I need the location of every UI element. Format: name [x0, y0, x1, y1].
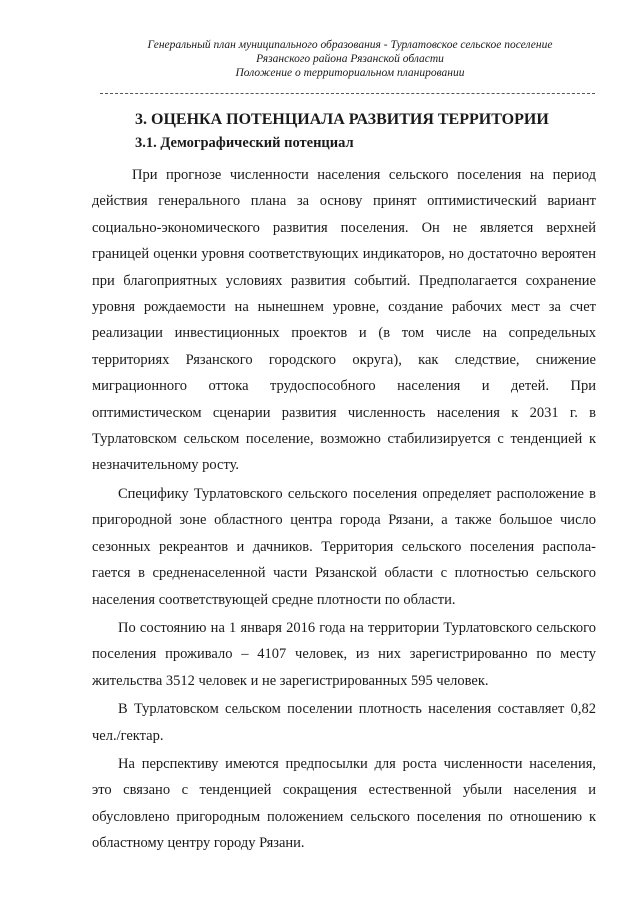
header-divider — [100, 93, 595, 94]
paragraph-forecast: При прогнозе численности населения сельского поселения на период действия генерального плана за основу принят оптимистический вариант социально-экономического развития поселения. Он не является верхней границей оценки уровня соответствующих индикаторов, но достаточно вероятен при благоприятных условиях развития событий. Предполагается сохранение уровня рождаемости на нынешнем уровне, создание рабочих мест за счет реализации инвестиционных проектов и (в том числе на сопредельных территориях Рязанского городского округа), как следствие, снижение миграционного оттока трудоспособного населения и детей. При оптимистическом сценарии развития численность населения к 2031 г. в Турлатовском сельском поселение, возможно стабилизируется с тенденцией к незначительному росту. — [92, 167, 596, 474]
header-line-region: Рязанского района Рязанской области — [256, 53, 444, 65]
section-title: 3. ОЦЕНКА ПОТЕНЦИАЛА РАЗВИТИЯ ТЕРРИТОРИИ — [135, 111, 549, 128]
header-line-title: Генеральный план муниципального образования - Турлатовское сельское поселение — [147, 39, 553, 51]
paragraph-density: В Турлатовском сельском поселении плотность населения составляет 0,82 чел./гектар. — [92, 701, 596, 744]
paragraph-population: По состоянию на 1 января 2016 года на территории Турлатовского сельского поселения проживало – 4107 человек, из них зарегистрированно по месту жительства 3512 человек и не зарегистрированных 595 человек. — [92, 619, 596, 689]
header-line-doctype: Положение о территориальном планировании — [235, 67, 465, 79]
running-header — [100, 38, 600, 80]
paragraph-specifics: Специфику Турлатовского сельского поселения определяет расположение в пригородной зоне областного центра города Рязани, а также большое число сезонных рекреантов и дачников. Территория сельского поселения распола-гается в средненаселенной части Рязанской области с плотностью сельского населения соответствующей средне плотности по области. — [92, 485, 596, 608]
paragraph-outlook: На перспективу имеются предпосылки для роста численности населения, это связано с тенденцией сокращения естественной убыли населения и обусловлено пригородным положением сельского поселения по отношению к областному центру городу Рязани. — [92, 755, 596, 852]
subsection-title: 3.1. Демографический потенциал — [135, 135, 354, 151]
body-text — [92, 162, 596, 857]
